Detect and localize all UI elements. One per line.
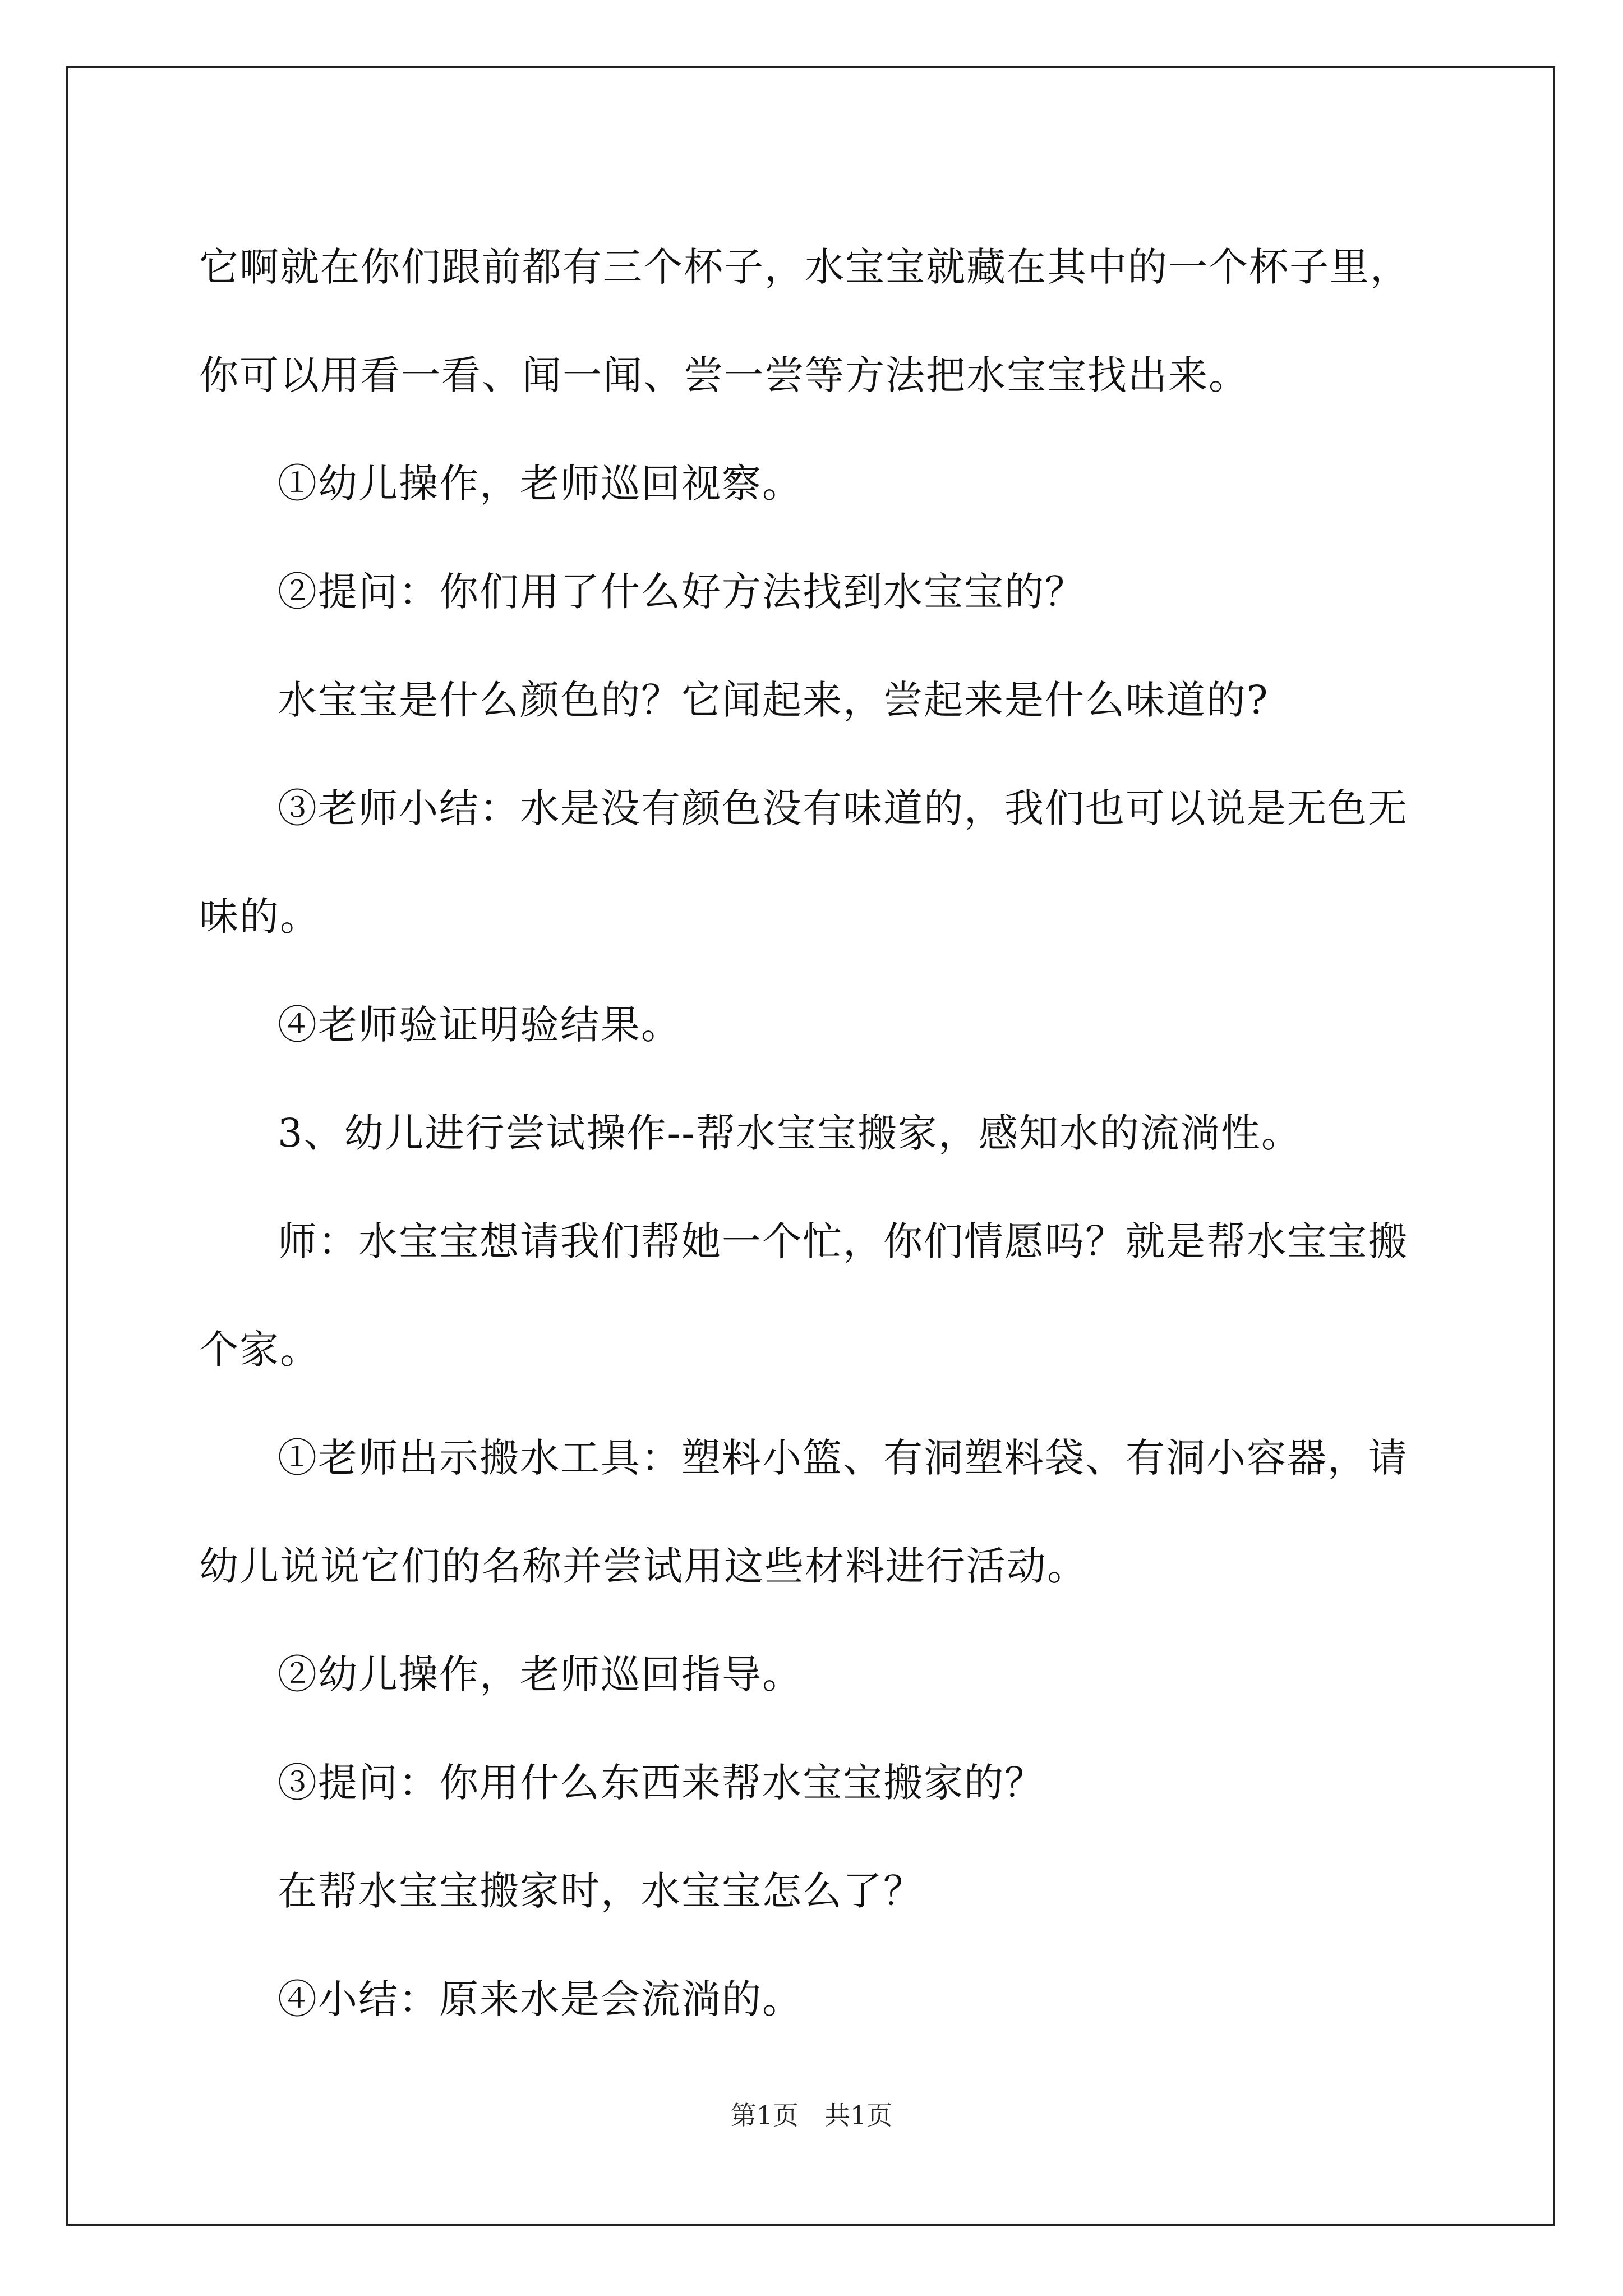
paragraph-3: ②提问：你们用了什么好方法找到水宝宝的？ <box>278 569 1085 615</box>
paragraph-4: 水宝宝是什么颜色的？它闻起来，尝起来是什么味道的? <box>278 677 1269 723</box>
paragraph-11: ③提问：你用什么东西来帮水宝宝搬家的？ <box>278 1760 1045 1806</box>
page-number-footer: 第1页 共1页 <box>730 2100 893 2131</box>
paragraph-7: 3、幼儿进行尝试操作--帮水宝宝搬家，感知水的流淌性。 <box>278 1110 1302 1156</box>
document-body <box>199 213 1436 2054</box>
paragraph-6: ④老师验证明验结果。 <box>278 1002 681 1048</box>
paragraph-12: 在帮水宝宝搬家时，水宝宝怎么了？ <box>278 1868 924 1914</box>
paragraph-2: ①幼儿操作，老师巡回视察。 <box>278 461 803 507</box>
paragraph-9: ①老师出示搬水工具：塑料小篮、有洞塑料袋、有洞小容器，请幼儿说说它们的名称并尝试用这些材料进行活动。 <box>199 1435 1408 1589</box>
paragraph-1: 它啊就在你们跟前都有三个杯子，水宝宝就藏在其中的一个杯子里，你可以用看一看、闻一闻、尝一尝等方法把水宝宝找出来。 <box>199 244 1410 398</box>
paragraph-5: ③老师小结：水是没有颜色没有味道的，我们也可以说是无色无味的。 <box>199 785 1408 940</box>
paragraph-10: ②幼儿操作，老师巡回指导。 <box>278 1651 803 1697</box>
paragraph-13: ④小结：原来水是会流淌的。 <box>278 1976 803 2022</box>
paragraph-8: 师：水宝宝想请我们帮她一个忙，你们情愿吗？就是帮水宝宝搬个家。 <box>199 1218 1408 1373</box>
